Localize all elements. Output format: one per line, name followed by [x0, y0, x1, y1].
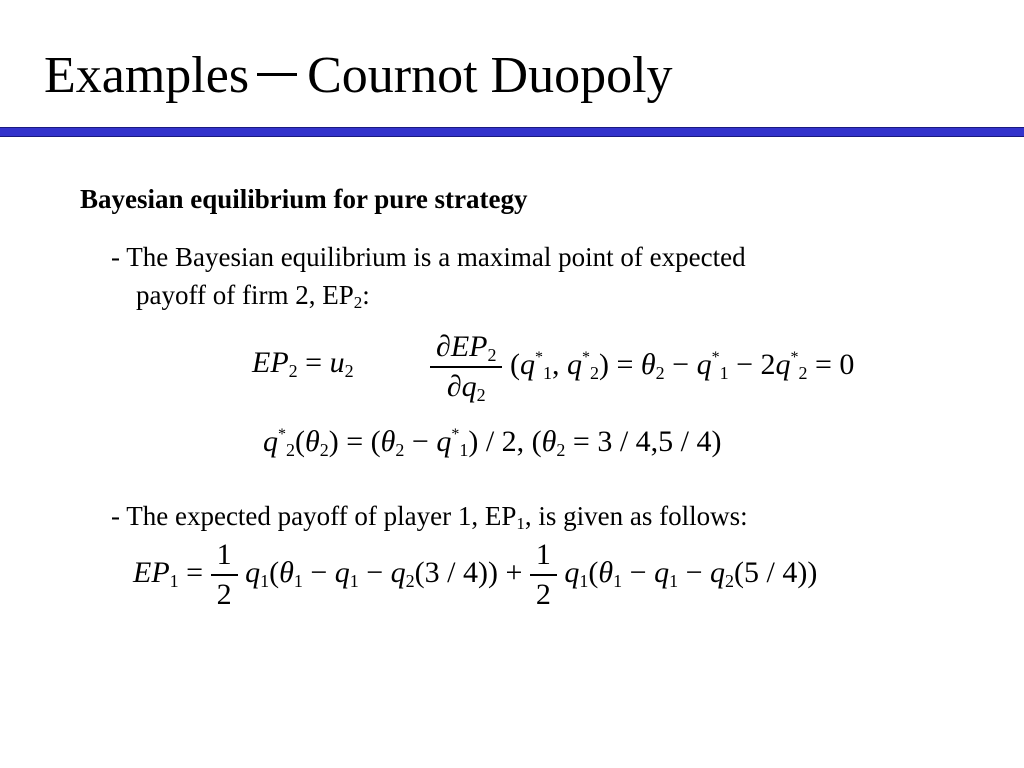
section-heading: Bayesian equilibrium for pure strategy	[80, 184, 528, 214]
formula-ep1: $EP_1$ = $\frac{1}{2}$ $q_1(\theta_1 - q_1 - q_2(3 / 4))$ + $\frac{1}{2}$ $q_1(\theta_1 - q_1 - q_2(5 / 4))$	[133, 538, 818, 611]
title-dash	[257, 73, 297, 76]
fraction-half-1: $\frac{1}{2}$	[211, 538, 238, 612]
bullet-equilibrium-line1: - The Bayesian equilibrium is a maximal point of expected	[111, 242, 746, 272]
title-part2: Cournot Duopoly	[307, 47, 673, 104]
fraction-partial: $\frac{\partial EP_2}{\partial q_2}$	[430, 330, 502, 404]
formula-ep2: $EP_2 = u_2$	[252, 346, 354, 381]
formula-first-order-condition: $\frac{\partial EP_2}{\partial q_2}$ ($q^*_1$, $q^*_2) = \theta_2 - q^*_1 - 2q^*_2 = 0$	[430, 330, 854, 404]
bullet-equilibrium-line2: payoff of firm 2, $EP_2$:	[136, 280, 370, 312]
bullet-equilibrium	[111, 238, 746, 314]
title-rule	[0, 127, 1024, 137]
slide-title	[44, 46, 673, 106]
bullet-expected-payoff: - The expected payoff of player 1, $EP_1$, is given as follows:	[111, 501, 748, 533]
title-part1: Examples	[44, 47, 250, 104]
formula-best-response: $q^*_2(\theta_2) = (\theta_2 - q^*_1) / 2$, $(\theta_2 = 3 / 4,5 / 4)$	[263, 425, 722, 460]
fraction-half-2: $\frac{1}{2}$	[530, 538, 557, 612]
